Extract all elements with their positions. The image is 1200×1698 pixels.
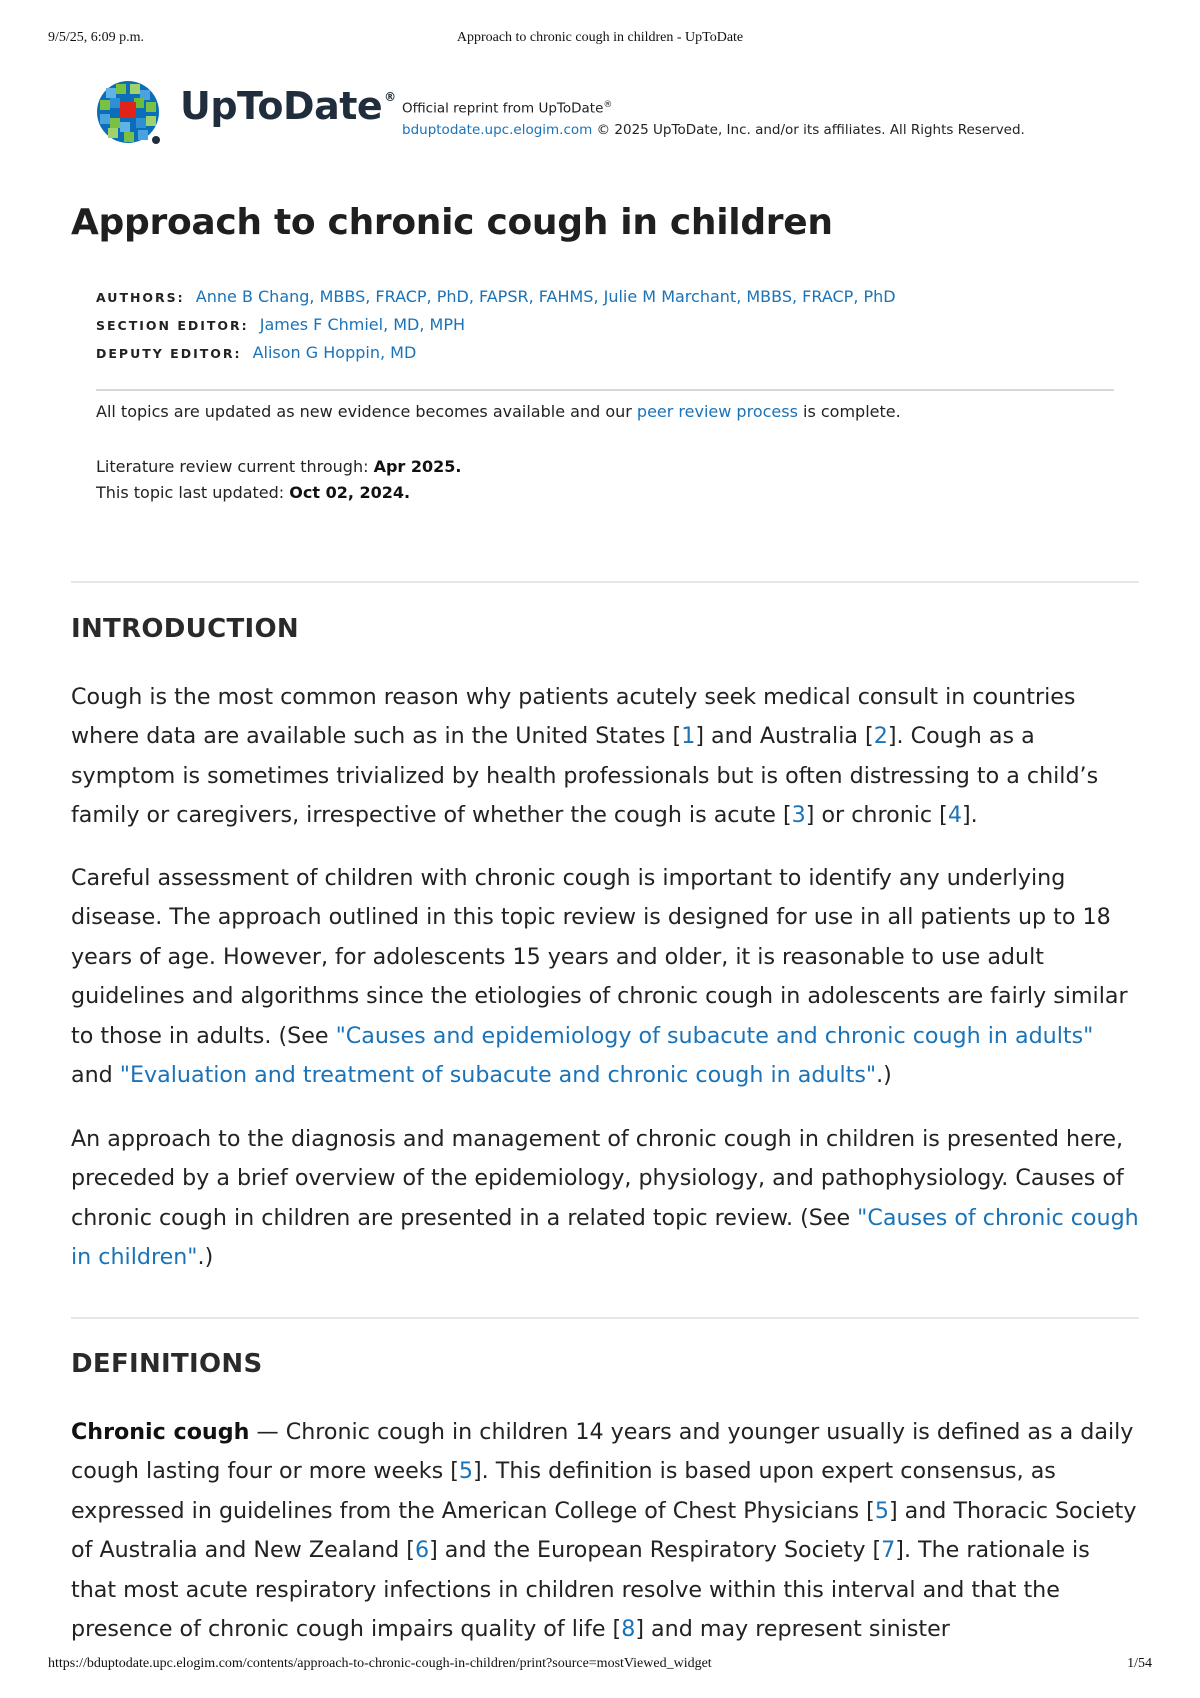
uptodate-logo-icon [94,78,164,148]
reference-link[interactable]: 5 [874,1497,889,1524]
print-date: 9/5/25, 6:09 p.m. [48,30,145,45]
reference-link[interactable]: 2 [873,723,888,750]
print-header [0,30,1200,50]
section-editor-link[interactable]: James F Chmiel, MD, MPH [259,315,466,334]
divider [96,389,1114,391]
section-divider [71,1317,1139,1319]
section-editor-row [96,311,896,339]
intro-paragraph-3: An approach to the diagnosis and management of chronic cough in children is presented here, preceded by a brief overview of the epidemiology, physiology, and pathophysiology. Causes of chronic cough in children are presented in a related topic review. (See "Causes of chronic cough in children".) [71,1126,1139,1271]
reference-link[interactable]: 6 [414,1537,430,1564]
print-url: https://bduptodate.upc.elogim.com/contents/approach-to-chronic-cough-in-children/print?source=mostViewed_widget [48,1656,712,1671]
print-page-title: Approach to chronic cough in children - UpToDate [456,30,744,45]
reference-link[interactable]: 1 [681,723,696,750]
authors-label: AUTHORS: [96,290,185,305]
review-dates [96,454,461,506]
term-chronic-cough: Chronic cough [71,1419,250,1445]
reference-link[interactable]: 3 [791,802,806,829]
author-link-chang[interactable]: Anne B Chang, MBBS, FRACP, PhD, FAPSR, FAHMS [195,287,594,306]
section-editor-label: SECTION EDITOR: [96,318,249,333]
copyright-text: © 2025 UpToDate, Inc. and/or its affiliates. All Rights Reserved. [592,121,1025,138]
topic-link-causes-chronic-cough-children[interactable]: "Causes of chronic cough in children" [71,1204,1139,1271]
print-footer [0,1656,1200,1676]
deputy-editor-row [96,339,896,367]
reprint-site-link[interactable]: bduptodate.upc.elogim.com [402,121,593,138]
section-heading-definitions: DEFINITIONS [71,1349,263,1379]
intro-paragraph-1: Cough is the most common reason why patients acutely seek medical consult in countries where data are available such as in the United States [1] and Australia [2]. Cough as a symptom is sometimes trivialized by health professionals but is often distressing to a child’s family or caregivers, irrespective of whether the cough is acute [3] or chronic [4]. [71,684,1099,829]
peer-review-link[interactable]: peer review process [636,402,798,421]
reference-link[interactable]: 8 [621,1616,636,1643]
intro-paragraph-2: Careful assessment of children with chronic cough is important to identify any underlying disease. The approach outlined in this topic review is designed for use in all patients up to 18 years of age. However, for adolescents 15 years and older, it is reasonable to use adult guidelines and algorithms since the etiologies of chronic cough in adolescents are fairly similar to those in adults. (See "Causes and epidemiology of subacute and chronic cough in adults" and "Evaluation and treatment of subacute and chronic cough in adults".) [71,865,1128,1089]
author-link-marchant[interactable]: Julie M Marchant, MBBS, FRACP, PhD [603,287,896,306]
section-divider [71,581,1139,583]
reprint-notice: Official reprint from UpToDate® bduptodate.upc.elogim.com © 2025 UpToDate, Inc. and/or its affiliates. All Rights Reserved. [402,100,1025,138]
last-updated-date: This topic last updated: Oct 02, 2024. [96,483,411,502]
update-notice: All topics are updated as new evidence becomes available and our peer review process is complete. [96,402,901,421]
topic-link-adult-cough-causes[interactable]: "Causes and epidemiology of subacute and chronic cough in adults" [335,1022,1094,1049]
page-number: 1/54 [1127,1656,1152,1671]
section-heading-introduction: INTRODUCTION [71,614,299,644]
reference-link[interactable]: 5 [458,1458,474,1485]
deputy-editor-label: DEPUTY EDITOR: [96,346,242,361]
authors-row: AUTHORS: Anne B Chang, MBBS, FRACP, PhD, FAPSR, FAHMS, Julie M Marchant, MBBS, FRACP, PhD [96,287,896,306]
brand-header [94,78,1114,150]
uptodate-wordmark: UpToDate ® [180,84,396,128]
topic-contributors [96,283,896,367]
reference-link[interactable]: 7 [881,1537,896,1564]
topic-link-adult-cough-evaluation[interactable]: "Evaluation and treatment of subacute and chronic cough in adults" [119,1062,877,1089]
page-title: Approach to chronic cough in children [71,202,833,243]
deputy-editor-link[interactable]: Alison G Hoppin, MD [252,343,417,362]
definitions-paragraph-1: Chronic cough — Chronic cough in children 14 years and younger usually is defined as a daily cough lasting four or more weeks [5]. This definition is based upon expert consensus, as expressed in guidelines from the American College of Chest Physicians [5] and Thoracic Society of Australia and New Zealand [6] and the European Respiratory Society [7]. The rationale is that most acute respiratory infections in children resolve within this interval and that the presence of chronic cough impairs quality of life [8] and may represent sinister [71,1419,1137,1643]
reference-link[interactable]: 4 [947,802,962,829]
literature-review-date: Literature review current through: Apr 2025. [96,457,462,476]
reprint-line: Official reprint from UpToDate [402,100,604,117]
